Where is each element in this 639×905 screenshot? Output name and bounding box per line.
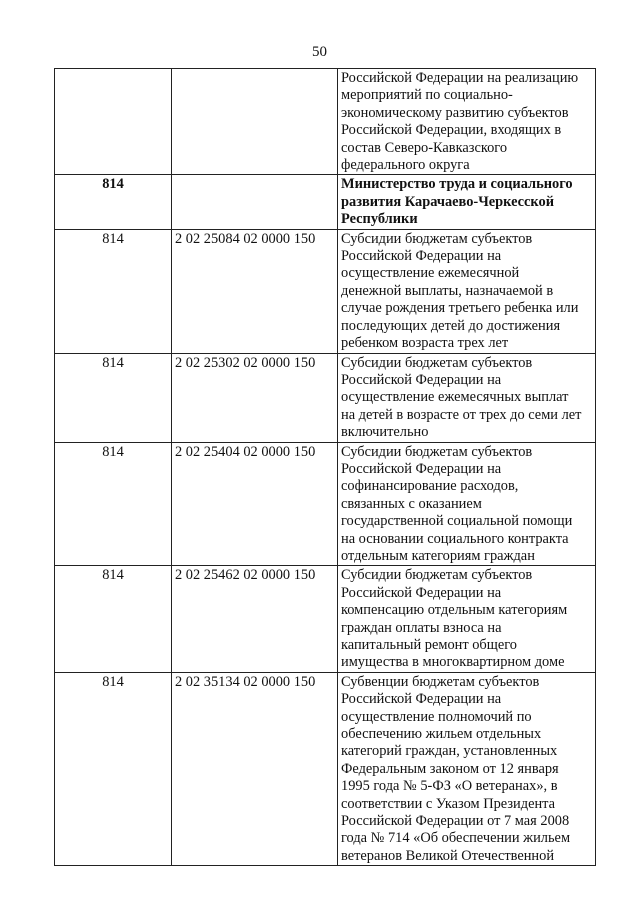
income-code-cell — [172, 69, 338, 175]
description-line: Российской Федерации на реализацию — [341, 70, 579, 86]
description-line: Российской Федерации на — [341, 584, 502, 601]
income-code-cell: 2 02 25302 02 0000 150 — [172, 353, 338, 442]
description-line: Субсидии бюджетам субъектов — [341, 567, 533, 584]
description-line: имущества в многоквартирном доме — [341, 654, 565, 671]
description-line: Российской Федерации, входящих в — [341, 122, 562, 139]
description-line: государственной социальной помощи — [341, 513, 573, 530]
income-code-cell: 2 02 35134 02 0000 150 — [172, 672, 338, 865]
table-body — [55, 69, 596, 866]
description-cell — [338, 229, 596, 353]
description-line: Республики — [341, 211, 418, 228]
admin-code-cell: 814 — [55, 672, 172, 865]
income-code-cell — [172, 175, 338, 229]
description-line: отдельным категориям граждан — [341, 547, 535, 564]
description-line: Российской Федерации от 7 мая 2008 — [341, 813, 570, 830]
table-row — [55, 442, 596, 566]
description-line: последующих детей до достижения — [341, 317, 561, 334]
description-line: Субсидии бюджетам субъектов — [341, 354, 533, 371]
description-line: граждан оплаты взноса на — [341, 619, 502, 636]
description-line: Российской Федерации на — [341, 371, 502, 388]
page-number: 50 — [312, 44, 327, 60]
admin-code-cell: 814 — [55, 442, 172, 566]
description-line: Федеральным законом от 12 января — [341, 760, 559, 777]
description-line: Российской Федерации на — [341, 460, 502, 477]
description-line: федерального округа — [341, 157, 470, 174]
description-line: Министерство труда и социального — [341, 176, 573, 193]
description-cell — [338, 566, 596, 672]
description-line: соответствии с Указом Президента — [341, 795, 556, 812]
admin-code-cell: 814 — [55, 175, 172, 229]
description-line: Субсидии бюджетам субъектов — [341, 230, 533, 247]
budget-codes-table — [54, 68, 596, 866]
description-line: компенсацию отдельным категориям — [341, 602, 568, 619]
admin-code-cell: 814 — [55, 353, 172, 442]
description-line: на детей в возрасте от трех до семи лет — [341, 406, 582, 423]
description-line: осуществление полномочий по — [341, 708, 532, 725]
description-cell — [338, 672, 596, 865]
description-cell — [338, 69, 596, 175]
description-line: Субсидии бюджетам субъектов — [341, 443, 533, 460]
income-code-cell: 2 02 25462 02 0000 150 — [172, 566, 338, 672]
description-line: на основании социального контракта — [341, 530, 569, 547]
description-line: Российской Федерации на — [341, 691, 502, 708]
description-line: осуществление ежемесячных выплат — [341, 389, 569, 406]
description-line: состав Северо-Кавказского — [341, 139, 508, 156]
table-row — [55, 672, 596, 865]
description-cell — [338, 175, 596, 229]
table-row — [55, 353, 596, 442]
description-cell — [338, 353, 596, 442]
description-cell — [338, 442, 596, 566]
description-line: связанных с оказанием — [341, 495, 482, 512]
description-line: капитальный ремонт общего — [341, 637, 517, 653]
description-line: софинансирование расходов, — [341, 478, 519, 495]
description-line: осуществление ежемесячной — [341, 265, 520, 282]
description-line: обеспечению жильем отдельных — [341, 726, 542, 743]
description-line: года № 714 «Об обеспечении жильем — [341, 830, 571, 847]
description-line: случае рождения третьего ребенка или — [341, 300, 579, 317]
admin-code-cell: 814 — [55, 566, 172, 672]
table-row — [55, 175, 596, 229]
description-line: ветеранов Великой Отечественной — [341, 847, 555, 864]
table-row — [55, 566, 596, 672]
income-code-cell: 2 02 25084 02 0000 150 — [172, 229, 338, 353]
description-line: мероприятий по социально- — [341, 87, 513, 104]
description-line: Российской Федерации на — [341, 248, 502, 265]
table-row — [55, 229, 596, 353]
description-line: денежной выплаты, назначаемой в — [341, 282, 554, 299]
description-line: категорий граждан, установленных — [341, 743, 558, 760]
description-line: 1995 года № 5-ФЗ «О ветеранах», в — [341, 778, 558, 795]
admin-code-cell — [55, 69, 172, 175]
description-line: экономическому развитию субъектов — [341, 104, 569, 121]
description-line: развития Карачаево-Черкесской — [341, 193, 555, 210]
description-line: Субвенции бюджетам субъектов — [341, 673, 540, 690]
description-line: включительно — [341, 424, 429, 441]
income-code-cell: 2 02 25404 02 0000 150 — [172, 442, 338, 566]
table-row — [55, 69, 596, 175]
description-line: ребенком возраста трех лет — [341, 335, 509, 352]
admin-code-cell: 814 — [55, 229, 172, 353]
